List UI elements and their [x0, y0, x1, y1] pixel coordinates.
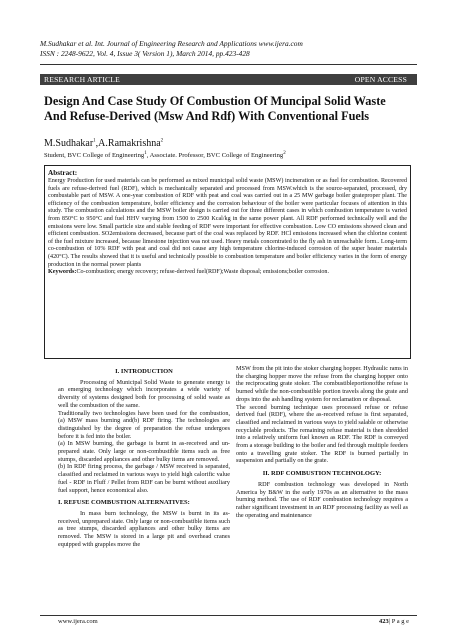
- abstract-body: Energy Production for used materials can be performed as mixed municipal solid waste (MSW) incineration or as fuel for combustion. Recovered fuels are refuse-derived fuel (RDF), which is mechanically separated and processed from MSW.which is the source-separated, processed, dry combustable part of MSW. A one-year combustion of RDF with peat and coal was carried out in a 25 MW garbage boiler grateproper plant. The efficiency of the combustion temperature, boiler efficiency and the corrosion behaviour of the boiler were particular focuses of attention in this study. The combustion calculations and the MSW boiler design is carried out for three different cases in which combustion temperature is varied from 850°C to 950°C and fuel HHV varying from 1500 to 2500 Kcal/kg in the same power plant. All RDF performed technically well and the emissions were low. Small particle size and stable feeding of RDF were important for effective combustion. Low CO emissions showed clean and efficient combustion. SO2emissions decreased, because part of the coal was replaced by RDF. HCl emissions increased when the chlorine content of the fuel mixture increased, because limestone injection was not used. Heavy metals concentrated to the fly ash in unreachable form.. Long-term co-combustion of 10% RDF with peat and coal did not cause any high temperature chlorine-induced corrosion of the super heater materials (420°C). The results showed that it is useful and technically possible to combustion temperature and boiler efficiency varies in the form of energy production in the normal power plants: [48, 178, 407, 268]
- paragraph: MSW from the pit into the stoker charging hopper. Hydraulic rams in the charging hopper move the refuse from the charging hopper onto the reciprocating grate stoker. The combustibleportionofthe refuse is burned while the non-combustible portion travels along the grate and drops into the ash handling system for reclamation or disposal.: [236, 365, 408, 403]
- footer-divider: [40, 615, 417, 616]
- paragraph: In mass burn technology, the MSW is burnt in its as-received, unprepared state. Only large or non-combustible items such as tree stumps, discarded appliances and other bulky items are removed. The MSW is stored in a large pit and overhead cranes equipped with grapples move the: [58, 509, 230, 548]
- paragraph: Traditionally two technologies have been used for the combustion, (a) MSW mass burning and(b) RDF firing. The technologies are distinguished by the degree of preparation the refuse undergoes before it is fed into the boiler.: [58, 409, 230, 440]
- author-2: ,A.Ramakrishna: [95, 138, 161, 149]
- authors: [44, 138, 163, 149]
- abstract-box: [44, 165, 411, 359]
- paragraph: (b) In RDF firing process, the garbage / MSW received is separated, classified and reclaimed in various ways to yield high calorific value fuel - RDF in Fluff / Pellet from RDF can be burnt without auxiliary fuel support, hence economical also.: [58, 463, 230, 494]
- author-1-mark: 1: [93, 138, 96, 144]
- paragraph: RDF combustion technology was developed in North America by B&W in the early 1970s as an alternative to the mass burning method. The use of RDF combustion technology requires a rather significant investment in an RDF processing facility as well as the operating and maintenance: [236, 480, 408, 519]
- paragraph: (a) In MSW burning, the garbage is burnt in as-received and un-prepared state. Only large or non-combustible items such as free stumps, discarded appliances and other bulky items are removed.: [58, 440, 230, 463]
- journal-issn: ISSN : 2248-9622, Vol. 4, Issue 3( Version 1), March 2014, pp.423-428: [40, 49, 250, 58]
- article-type-band: [40, 74, 417, 85]
- paragraph: Processing of Municipal Solid Waste to generate energy is an emerging technology which incorporates a wide variety of diversity of systems designed both for processing of solid waste as well the combustion of the same.: [58, 378, 230, 409]
- affiliations: [44, 151, 286, 159]
- section-heading: I. REFUSE COMBUSTION ALTERNATIVES:: [58, 499, 190, 507]
- affiliation-1-mark: 1: [144, 151, 147, 156]
- page-number-value: 423: [379, 618, 389, 625]
- paragraph: The second burning technique uses processed refuse or refuse derived fuel (RDF), where the as-received refuse is first separated, classified and reclaimed in various ways to yield salable or otherwise recyclable products. The remaining refuse material is then shredded into a relatively uniform fuel known as RDF. The RDF is conveyed from a storage building to the boiler and fed through multiple feeders onto a travelling grate stoker. The RDF is burned partially in suspension and partially on the grate.: [236, 403, 408, 465]
- section-heading: II. RDF COMBUSTION TECHNOLOGY:: [262, 470, 382, 478]
- journal-citation: M.Sudhakar et al. Int. Journal of Engineering Research and Applications www.ijera.com: [40, 39, 303, 48]
- title-line-1: Design And Case Study Of Combustion Of Muncipal Solid Waste: [44, 94, 386, 108]
- page-footer: [58, 618, 409, 625]
- introduction-heading: I. INTRODUCTION: [115, 368, 173, 375]
- keywords: Co-combustion; energy recovery; refuse-derived fuel(RDF);Waste disposal; emissions;boiler corrosion.: [76, 269, 330, 276]
- page-number: [379, 618, 409, 625]
- footer-site: www.ijera.com: [58, 618, 98, 625]
- paper-title: [44, 94, 424, 124]
- research-article-label: RESEARCH ARTICLE: [44, 75, 120, 84]
- keywords-label: Keywords:: [48, 269, 77, 276]
- abstract-text: [48, 178, 407, 277]
- title-line-2: And Refuse-Derived (Msw And Rdf) With Conventional Fuels: [44, 109, 370, 123]
- journal-header: [40, 39, 303, 59]
- affiliation-2: , Associate. Professor, BVC College of Engineering: [146, 152, 284, 160]
- open-access-label: OPEN ACCESS: [354, 75, 407, 84]
- left-column: [58, 365, 230, 548]
- abstract-heading: Abstract:: [48, 169, 78, 177]
- right-column: [236, 365, 408, 519]
- author-2-mark: 2: [160, 138, 164, 144]
- page-suffix: | P a g e: [388, 618, 409, 625]
- affiliation-2-mark: 2: [283, 151, 286, 156]
- author-1: M.Sudhakar: [44, 138, 94, 149]
- affiliation-1: Student, BVC College of Engineering: [44, 152, 145, 160]
- header-divider: [40, 64, 417, 65]
